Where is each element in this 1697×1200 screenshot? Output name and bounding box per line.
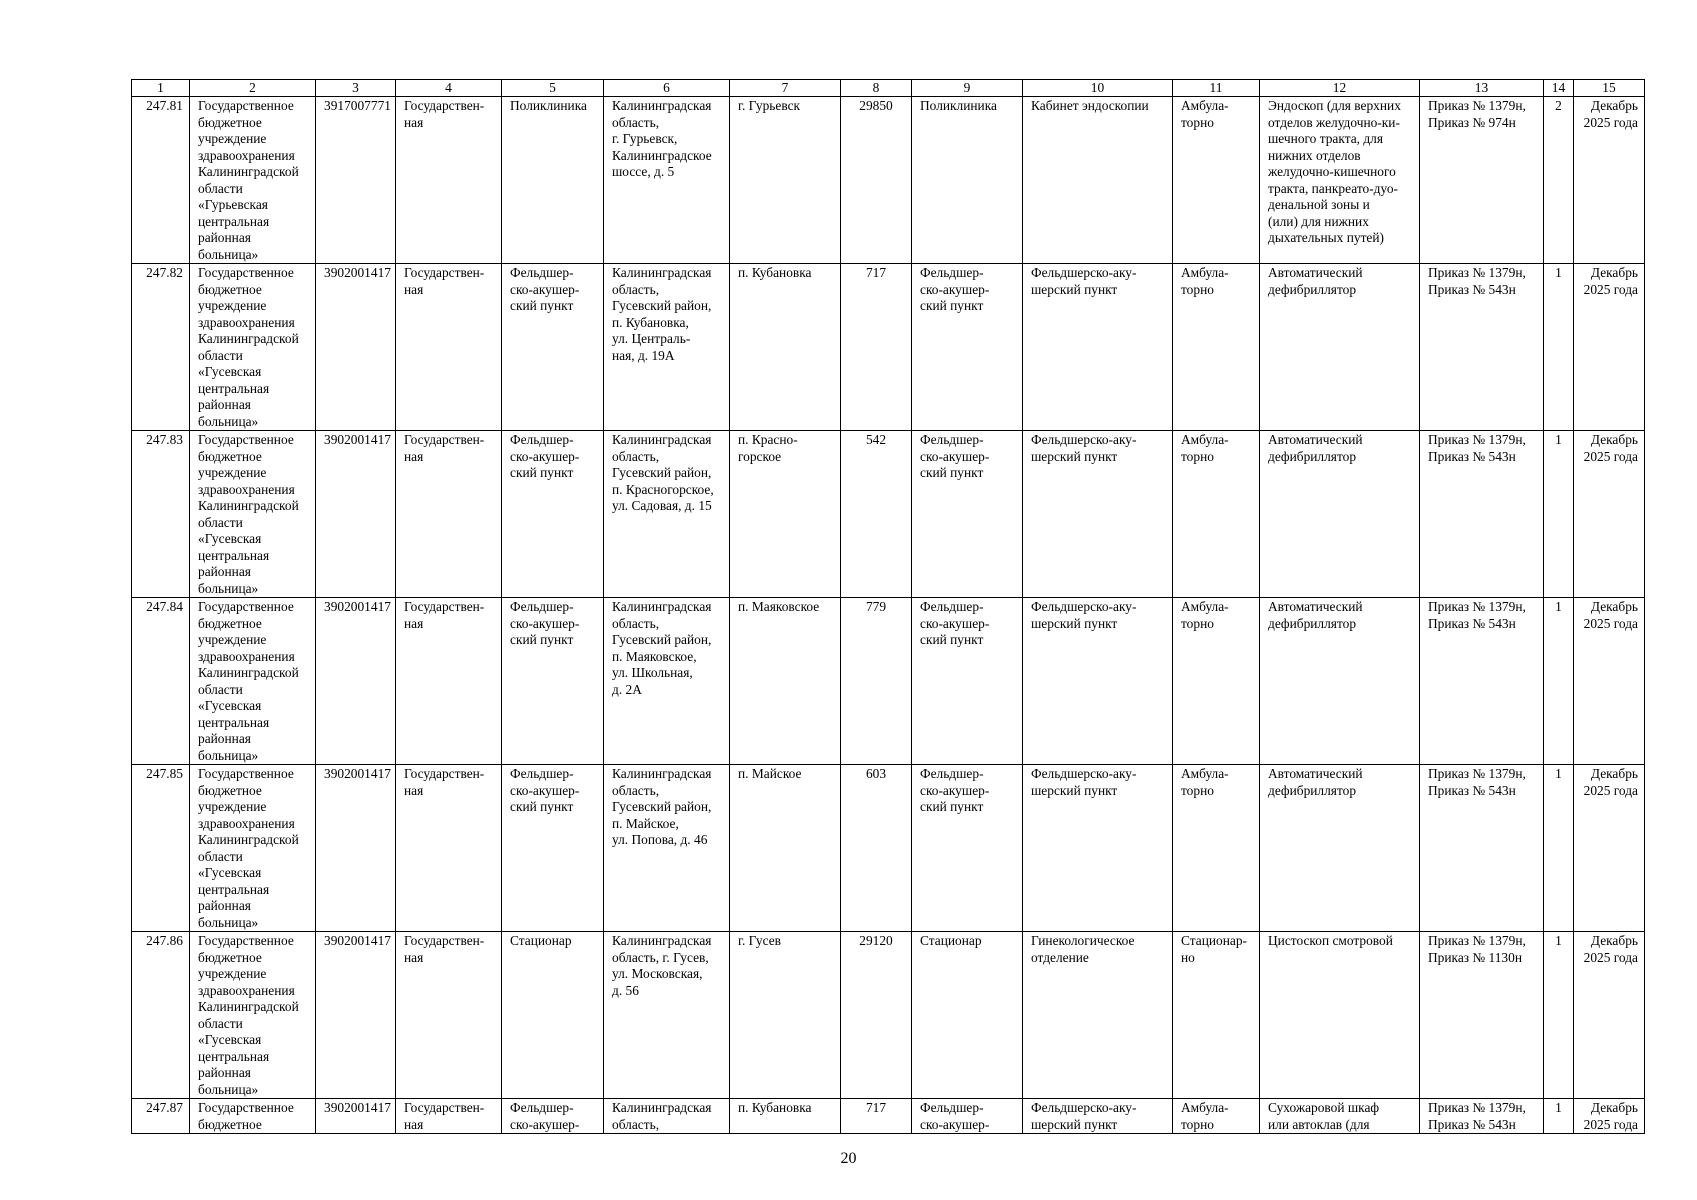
quantity-cell: 1 (1544, 598, 1574, 765)
row-number-cell: 247.84 (132, 598, 190, 765)
subdivision-type-cell: Фельдшер- ско-акушер- (912, 1099, 1023, 1134)
unit-type-cell: Фельдшер- ско-акушер- ский пункт (502, 598, 604, 765)
document-page (131, 79, 1645, 1134)
population-cell: 29850 (841, 97, 912, 264)
row-number-cell: 247.82 (132, 264, 190, 431)
subdivision-type-cell: Фельдшер- ско-акушер- ский пункт (912, 431, 1023, 598)
inn-code-cell: 3917007771 (316, 97, 396, 264)
row-number-cell: 247.85 (132, 765, 190, 932)
order-reference-cell: Приказ № 1379н, Приказ № 543н (1420, 431, 1544, 598)
inn-code-cell: 3902001417 (316, 932, 396, 1099)
page-number: 20 (840, 1150, 857, 1167)
settlement-cell: п. Кубановка (730, 1099, 841, 1134)
deadline-cell: Декабрь 2025 года (1574, 765, 1645, 932)
header-cell: 15 (1574, 80, 1645, 97)
subdivision-type-cell: Стационар (912, 932, 1023, 1099)
unit-type-cell: Фельдшер- ско-акушер- ский пункт (502, 765, 604, 932)
institution-name-cell: Государственное бюджетное учреждение здравоохранения Калининградской области «Гусевская центральная районная больница» (190, 765, 316, 932)
care-mode-cell: Амбула- торно (1173, 264, 1260, 431)
table-body (132, 97, 1645, 1134)
institution-name-cell: Государственное бюджетное учреждение здравоохранения Калининградской области «Гусевская центральная районная больница» (190, 431, 316, 598)
header-cell: 7 (730, 80, 841, 97)
quantity-cell: 1 (1544, 765, 1574, 932)
table-row (132, 598, 1645, 765)
deadline-cell: Декабрь 2025 года (1574, 1099, 1645, 1134)
row-number-cell: 247.86 (132, 932, 190, 1099)
department-cell: Фельдшерско-аку- шерский пункт (1023, 598, 1173, 765)
subdivision-type-cell: Фельдшер- ско-акушер- ский пункт (912, 598, 1023, 765)
inn-code-cell: 3902001417 (316, 431, 396, 598)
table-row (132, 932, 1645, 1099)
order-reference-cell: Приказ № 1379н, Приказ № 974н (1420, 97, 1544, 264)
header-cell: 10 (1023, 80, 1173, 97)
header-cell: 12 (1260, 80, 1420, 97)
department-cell: Фельдшерско-аку- шерский пункт (1023, 765, 1173, 932)
table-row (132, 1099, 1645, 1134)
equipment-table (131, 79, 1645, 1134)
institution-name-cell: Государственное бюджетное учреждение здравоохранения Калининградской области «Гусевская центральная районная больница» (190, 932, 316, 1099)
care-mode-cell: Амбула- торно (1173, 1099, 1260, 1134)
address-cell: Калининградская область, Гусевский район, п. Маяковское, ул. Школьная, д. 2А (604, 598, 730, 765)
inn-code-cell: 3902001417 (316, 598, 396, 765)
row-number-cell: 247.83 (132, 431, 190, 598)
unit-type-cell: Фельдшер- ско-акушер- ский пункт (502, 264, 604, 431)
equipment-cell: Сухожаровой шкаф или автоклав (для (1260, 1099, 1420, 1134)
table-row (132, 431, 1645, 598)
quantity-cell: 2 (1544, 97, 1574, 264)
equipment-cell: Цистоскоп смотровой (1260, 932, 1420, 1099)
ownership-form-cell: Государствен- ная (396, 97, 502, 264)
header-cell: 1 (132, 80, 190, 97)
population-cell: 779 (841, 598, 912, 765)
deadline-cell: Декабрь 2025 года (1574, 264, 1645, 431)
address-cell: Калининградская область, Гусевский район, п. Майское, ул. Попова, д. 46 (604, 765, 730, 932)
order-reference-cell: Приказ № 1379н, Приказ № 543н (1420, 264, 1544, 431)
ownership-form-cell: Государствен- ная (396, 264, 502, 431)
department-cell: Фельдшерско-аку- шерский пункт (1023, 431, 1173, 598)
ownership-form-cell: Государствен- ная (396, 431, 502, 598)
settlement-cell: п. Маяковское (730, 598, 841, 765)
ownership-form-cell: Государствен- ная (396, 932, 502, 1099)
equipment-cell: Эндоскоп (для верхних отделов желудочно-ки- шечного тракта, для нижних отделов желудочно-кишечного тракта, панкреато-дуо- денальной зоны и (или) для нижних дыхательных путей) (1260, 97, 1420, 264)
equipment-cell: Автоматический дефибриллятор (1260, 765, 1420, 932)
inn-code-cell: 3902001417 (316, 264, 396, 431)
column-number-row (132, 80, 1645, 97)
deadline-cell: Декабрь 2025 года (1574, 598, 1645, 765)
institution-name-cell: Государственное бюджетное учреждение здравоохранения Калининградской области «Гусевская центральная районная больница» (190, 598, 316, 765)
table-row (132, 97, 1645, 264)
unit-type-cell: Стационар (502, 932, 604, 1099)
header-cell: 13 (1420, 80, 1544, 97)
ownership-form-cell: Государствен- ная (396, 765, 502, 932)
deadline-cell: Декабрь 2025 года (1574, 431, 1645, 598)
ownership-form-cell: Государствен- ная (396, 1099, 502, 1134)
subdivision-type-cell: Поликлиника (912, 97, 1023, 264)
order-reference-cell: Приказ № 1379н, Приказ № 543н (1420, 1099, 1544, 1134)
header-cell: 5 (502, 80, 604, 97)
care-mode-cell: Стационар- но (1173, 932, 1260, 1099)
quantity-cell: 1 (1544, 431, 1574, 598)
row-number-cell: 247.81 (132, 97, 190, 264)
address-cell: Калининградская область, (604, 1099, 730, 1134)
institution-name-cell: Государственное бюджетное (190, 1099, 316, 1134)
population-cell: 29120 (841, 932, 912, 1099)
header-cell: 3 (316, 80, 396, 97)
address-cell: Калининградская область, г. Гусев, ул. Московская, д. 56 (604, 932, 730, 1099)
care-mode-cell: Амбула- торно (1173, 765, 1260, 932)
header-cell: 6 (604, 80, 730, 97)
ownership-form-cell: Государствен- ная (396, 598, 502, 765)
department-cell: Кабинет эндоскопии (1023, 97, 1173, 264)
order-reference-cell: Приказ № 1379н, Приказ № 1130н (1420, 932, 1544, 1099)
subdivision-type-cell: Фельдшер- ско-акушер- ский пункт (912, 264, 1023, 431)
address-cell: Калининградская область, г. Гурьевск, Калининградское шоссе, д. 5 (604, 97, 730, 264)
institution-name-cell: Государственное бюджетное учреждение здравоохранения Калининградской области «Гусевская центральная районная больница» (190, 264, 316, 431)
equipment-cell: Автоматический дефибриллятор (1260, 264, 1420, 431)
equipment-cell: Автоматический дефибриллятор (1260, 431, 1420, 598)
order-reference-cell: Приказ № 1379н, Приказ № 543н (1420, 598, 1544, 765)
subdivision-type-cell: Фельдшер- ско-акушер- ский пункт (912, 765, 1023, 932)
order-reference-cell: Приказ № 1379н, Приказ № 543н (1420, 765, 1544, 932)
unit-type-cell: Поликлиника (502, 97, 604, 264)
inn-code-cell: 3902001417 (316, 765, 396, 932)
address-cell: Калининградская область, Гусевский район, п. Кубановка, ул. Централь- ная, д. 19А (604, 264, 730, 431)
department-cell: Гинекологическое отделение (1023, 932, 1173, 1099)
care-mode-cell: Амбула- торно (1173, 97, 1260, 264)
care-mode-cell: Амбула- торно (1173, 431, 1260, 598)
inn-code-cell: 3902001417 (316, 1099, 396, 1134)
quantity-cell: 1 (1544, 932, 1574, 1099)
row-number-cell: 247.87 (132, 1099, 190, 1134)
header-cell: 2 (190, 80, 316, 97)
equipment-cell: Автоматический дефибриллятор (1260, 598, 1420, 765)
table-row (132, 264, 1645, 431)
table-row (132, 765, 1645, 932)
settlement-cell: п. Майское (730, 765, 841, 932)
settlement-cell: п. Кубановка (730, 264, 841, 431)
department-cell: Фельдшерско-аку- шерский пункт (1023, 264, 1173, 431)
population-cell: 603 (841, 765, 912, 932)
institution-name-cell: Государственное бюджетное учреждение здравоохранения Калининградской области «Гурьевская центральная районная больница» (190, 97, 316, 264)
population-cell: 717 (841, 1099, 912, 1134)
header-cell: 9 (912, 80, 1023, 97)
header-cell: 8 (841, 80, 912, 97)
settlement-cell: п. Красно- горское (730, 431, 841, 598)
deadline-cell: Декабрь 2025 года (1574, 97, 1645, 264)
header-cell: 4 (396, 80, 502, 97)
header-cell: 11 (1173, 80, 1260, 97)
settlement-cell: г. Гусев (730, 932, 841, 1099)
population-cell: 542 (841, 431, 912, 598)
deadline-cell: Декабрь 2025 года (1574, 932, 1645, 1099)
unit-type-cell: Фельдшер- ско-акушер- ский пункт (502, 431, 604, 598)
department-cell: Фельдшерско-аку- шерский пункт (1023, 1099, 1173, 1134)
quantity-cell: 1 (1544, 264, 1574, 431)
quantity-cell: 1 (1544, 1099, 1574, 1134)
unit-type-cell: Фельдшер- ско-акушер- (502, 1099, 604, 1134)
care-mode-cell: Амбула- торно (1173, 598, 1260, 765)
settlement-cell: г. Гурьевск (730, 97, 841, 264)
address-cell: Калининградская область, Гусевский район, п. Красногорское, ул. Садовая, д. 15 (604, 431, 730, 598)
header-cell: 14 (1544, 80, 1574, 97)
population-cell: 717 (841, 264, 912, 431)
